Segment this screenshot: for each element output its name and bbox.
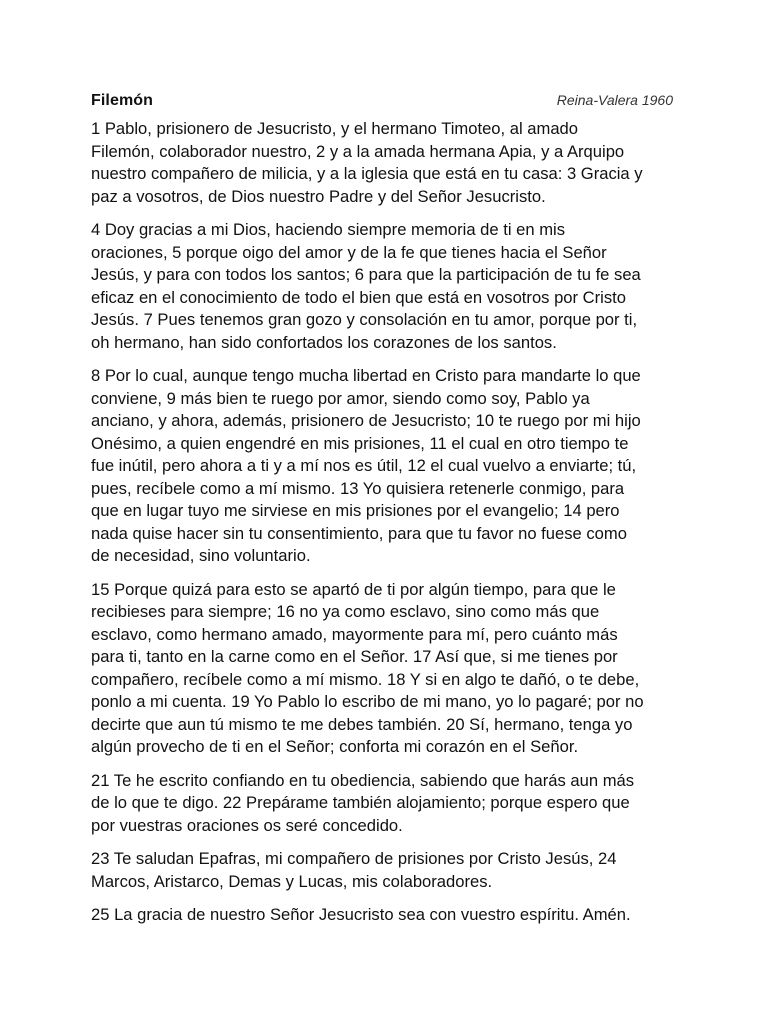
text-line: fue inútil, pero ahora a ti y a mí nos es útil, 12 el cual vuelvo a enviarte; tú, [91,456,637,475]
text-line: Jesús, y para con todos los santos; 6 para que la participación de tu fe sea [91,265,641,284]
text-line: nada quise hacer sin tu consentimiento, para que tu favor no fuese como [91,523,627,543]
text-line: 1 Pablo, prisionero de Jesucristo, y el hermano Timoteo, al amado [91,119,579,138]
document-header [91,92,677,110]
text-line: conviene, 9 más bien te ruego por amor, siendo como soy, Pablo ya [91,388,590,408]
text-line: decirte que aun tú mismo te me debes también. 20 Sí, hermano, tenga yo [91,714,633,734]
text-line: por vuestras oraciones os seré concedido. [91,815,403,835]
verse-paragraph [91,904,677,927]
text-line: ponlo a mi cuenta. 19 Yo Pablo lo escribo de mi mano, yo lo pagaré; por no [91,692,644,711]
text-line: Jesús. 7 Pues tenemos gran gozo y consolación en tu amor, porque por ti, [91,310,638,329]
verse-paragraph [91,579,677,759]
text-line: oh hermano, han sido confortados los corazones de los santos. [91,332,557,352]
verse-paragraph [91,219,677,354]
text-line: 15 Porque quizá para esto se apartó de ti por algún tiempo, para que le [91,579,616,599]
text-line: de necesidad, sino voluntario. [91,546,311,565]
verse-paragraph [91,365,677,568]
text-line: Marcos, Aristarco, Demas y Lucas, mis colaboradores. [91,871,493,891]
book-title: Filemón [91,92,154,109]
text-line: 21 Te he escrito confiando en tu obediencia, sabiendo que harás aun más [91,770,635,790]
text-line: pues, recíbele como a mí mismo. 13 Yo quisiera retenerle conmigo, para [91,478,625,498]
text-line: Onésimo, a quien engendré en mis prisiones, 11 el cual en otro tiempo te [91,433,629,453]
verse-paragraph [91,848,677,893]
text-line: que en lugar tuyo me sirviese en mis prisiones por el evangelio; 14 pero [91,501,620,520]
document-page [91,92,677,938]
text-line: eficaz en el conocimiento de todo el bien que está en vosotros por Cristo [91,287,627,307]
text-line: esclavo, como hermano amado, mayormente para mí, pero cuánto más [91,624,618,644]
text-line: de lo que te digo. 22 Prepárame también alojamiento; porque espero que [91,793,630,812]
text-line: oraciones, 5 porque oigo del amor y de la fe que tienes hacia el Señor [91,242,607,262]
text-line: compañero, recíbele como a mí mismo. 18 Y si en algo te dañó, o te debe, [91,669,640,689]
text-line: 8 Por lo cual, aunque tengo mucha libertad en Cristo para mandarte lo que [91,366,641,385]
bible-version: Reina-Valera 1960 [556,92,673,108]
text-line: para ti, tanto en la carne como en el Señor. 17 Así que, si me tienes por [91,647,618,666]
text-line: 25 La gracia de nuestro Señor Jesucristo sea con vuestro espíritu. Amén. [91,905,631,924]
verse-paragraph [91,118,677,208]
text-line: 23 Te saludan Epafras, mi compañero de prisiones por Cristo Jesús, 24 [91,849,617,868]
text-line: 4 Doy gracias a mi Dios, haciendo siempre memoria de ti en mis [91,220,566,239]
text-line: nuestro compañero de milicia, y a la iglesia que está en tu casa: 3 Gracia y [91,164,643,183]
text-line: anciano, y ahora, además, prisionero de Jesucristo; 10 te ruego por mi hijo [91,411,641,430]
verse-paragraph [91,770,677,838]
text-line: Filemón, colaborador nuestro, 2 y a la amada hermana Apia, y a Arquipo [91,141,625,161]
text-line: algún provecho de ti en el Señor; conforta mi corazón en el Señor. [91,737,579,756]
text-line: paz a vosotros, de Dios nuestro Padre y del Señor Jesucristo. [91,186,546,206]
text-line: recibieses para siempre; 16 no ya como esclavo, sino como más que [91,602,600,621]
document-body [91,118,677,927]
